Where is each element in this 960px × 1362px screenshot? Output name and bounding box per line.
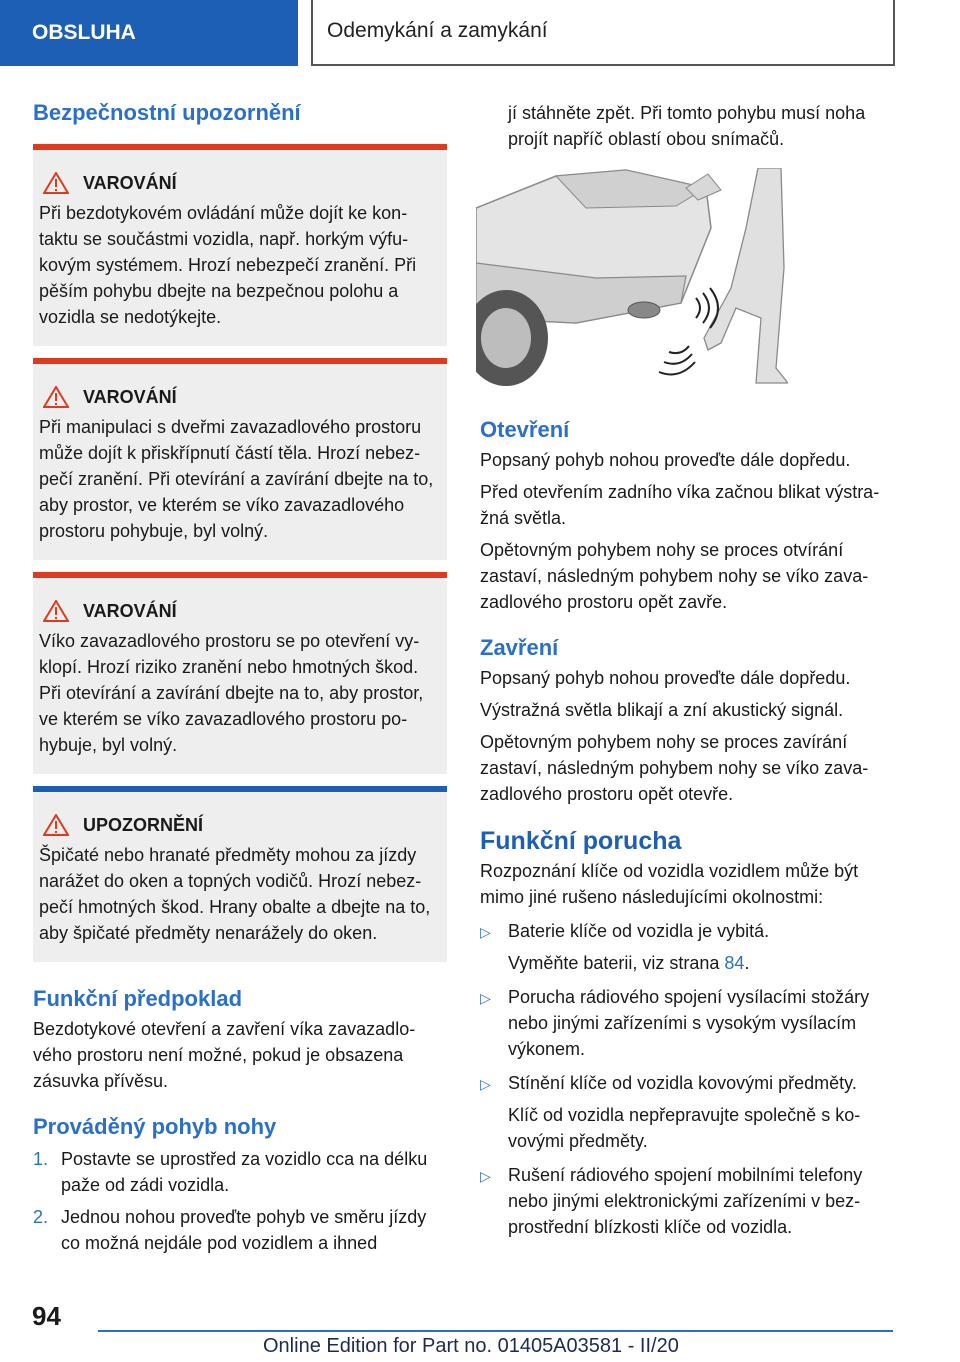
opening-para: Popsaný pohyb nohou proveďte dále dopředu. <box>480 450 851 470</box>
malfunction-list <box>480 918 905 1240</box>
warning-text: Víko zavazadlového prostoru se po otevření vy-klopí. Hrozí riziko zranění nebo hmotných škod. Při otevírání a zavírání dbejte na to, aby prostor, ve kterém se víko zavazadlového prostoru po-hybuje, byl volný. <box>39 631 424 755</box>
triangle-bullet-icon: ▷ <box>480 990 491 1006</box>
warning-triangle-icon <box>43 172 69 194</box>
right-column <box>480 100 905 1240</box>
footer-divider <box>98 1330 893 1332</box>
malfunction-heading: Funkční porucha <box>480 827 682 855</box>
warning-box-1 <box>33 144 447 346</box>
warning-text: Při bezdotykovém ovládání může dojít ke kon-taktu se součástmi vozidla, např. horkým výfu-kovým systémem. Hrozí nebezpečí zranění. Při pěším pohybu dbejte na bezpečnou polohu a vozidla se nedotýkejte. <box>39 203 417 327</box>
list-item: ▷ Rušení rádiového spojení mobilními telefony nebo jinými elektronickými zařízeními v bez-prostřední blízkosti klíče od vozidla. <box>480 1162 905 1240</box>
list-item: ▷ Porucha rádiového spojení vysílacími stožáry nebo jinými zařízeními s vysokým vysílacím výkonem. <box>480 984 905 1062</box>
opening-para: Opětovným pohybem nohy se proces otvírání zastaví, následným pohybem nohy se víko zava-zadlového prostoru opět zavře. <box>480 540 869 612</box>
closing-para: Popsaný pohyb nohou proveďte dále dopředu. <box>480 668 851 688</box>
footer-edition: Online Edition for Part no. 01405A03581 - II/20 <box>263 1335 679 1357</box>
warning-title: VAROVÁNÍ <box>43 386 439 408</box>
list-item: 2. Jednou nohou proveďte pohyb ve směru jízdy co možná nejdále pod vozidlem a ihned <box>33 1207 427 1253</box>
precondition-text: Bezdotykové otevření a zavření víka zavazadlo-vého prostoru není možné, pokud je obsazena zásuvka přívěsu. <box>33 1019 416 1091</box>
list-item: 1. Postavte se uprostřed za vozidlo cca na délku paže od zádi vozidla. <box>33 1149 428 1195</box>
triangle-bullet-icon: ▷ <box>480 1168 491 1184</box>
motion-heading: Prováděný pohyb nohy <box>33 1114 277 1139</box>
section-tab: OBSLUHA <box>0 0 298 66</box>
safety-heading: Bezpečnostní upozornění <box>33 100 301 125</box>
warning-box-2 <box>33 358 447 560</box>
page-number: 94 <box>32 1301 61 1331</box>
warning-triangle-icon <box>43 386 69 408</box>
list-item: ▷ Stínění klíče od vozidla kovovými předměty. Klíč od vozidla nepřepravujte společně s ko-vovými předměty. <box>480 1070 905 1154</box>
closing-para: Opětovným pohybem nohy se proces zavírání zastaví, následným pohybem nohy se víko zava-zadlového prostoru opět otevře. <box>480 732 869 804</box>
notice-title: UPOZORNĚNÍ <box>43 814 439 836</box>
chapter-title: Odemykání a zamykání <box>311 0 895 66</box>
warning-triangle-icon <box>43 814 69 836</box>
malfunction-intro: Rozpoznání klíče od vozidla vozidlem může být mimo jiné rušeno následujícími okolnostmi: <box>480 861 859 907</box>
notice-box <box>33 786 447 962</box>
foot-gesture-illustration <box>476 168 788 388</box>
warning-text: Při manipulaci s dveřmi zavazadlového prostoru může dojít k přiskřípnutí částí těla. Hrozí nebez-pečí zranění. Při otevírání a zavírání dbejte na to, aby prostor, ve kterém se víko zavazadlového prostoru pohybuje, byl volný. <box>39 417 434 541</box>
left-column <box>33 100 447 1256</box>
precondition-heading: Funkční předpoklad <box>33 986 243 1011</box>
page-link[interactable]: 84 <box>724 953 745 973</box>
triangle-bullet-icon: ▷ <box>480 1076 491 1092</box>
list-item: ▷ Baterie klíče od vozidla je vybitá. Vyměňte baterii, viz strana 84. <box>480 918 905 976</box>
closing-para: Výstražná světla blikají a zní akustický signál. <box>480 700 844 720</box>
warning-box-3 <box>33 572 447 774</box>
opening-para: Před otevřením zadního víka začnou blikat výstra-žná světla. <box>480 482 880 528</box>
triangle-bullet-icon: ▷ <box>480 924 491 940</box>
warning-triangle-icon <box>43 600 69 622</box>
warning-title: VAROVÁNÍ <box>43 600 439 622</box>
opening-heading: Otevření <box>480 417 570 442</box>
closing-heading: Zavření <box>480 635 559 660</box>
page-header <box>0 0 960 66</box>
notice-text: Špičaté nebo hranaté předměty mohou za jízdy narážet do oken a topných vodičů. Hrozí nebez-pečí hmotných škod. Hrany obalte a dbejte na to, aby špičaté předměty nenarážely do oken. <box>39 845 431 943</box>
motion-steps <box>33 1146 447 1256</box>
warning-title: VAROVÁNÍ <box>43 172 439 194</box>
step-continuation: jí stáhněte zpět. Při tomto pohybu musí noha projít napříč oblastí obou snímačů. <box>508 103 866 149</box>
